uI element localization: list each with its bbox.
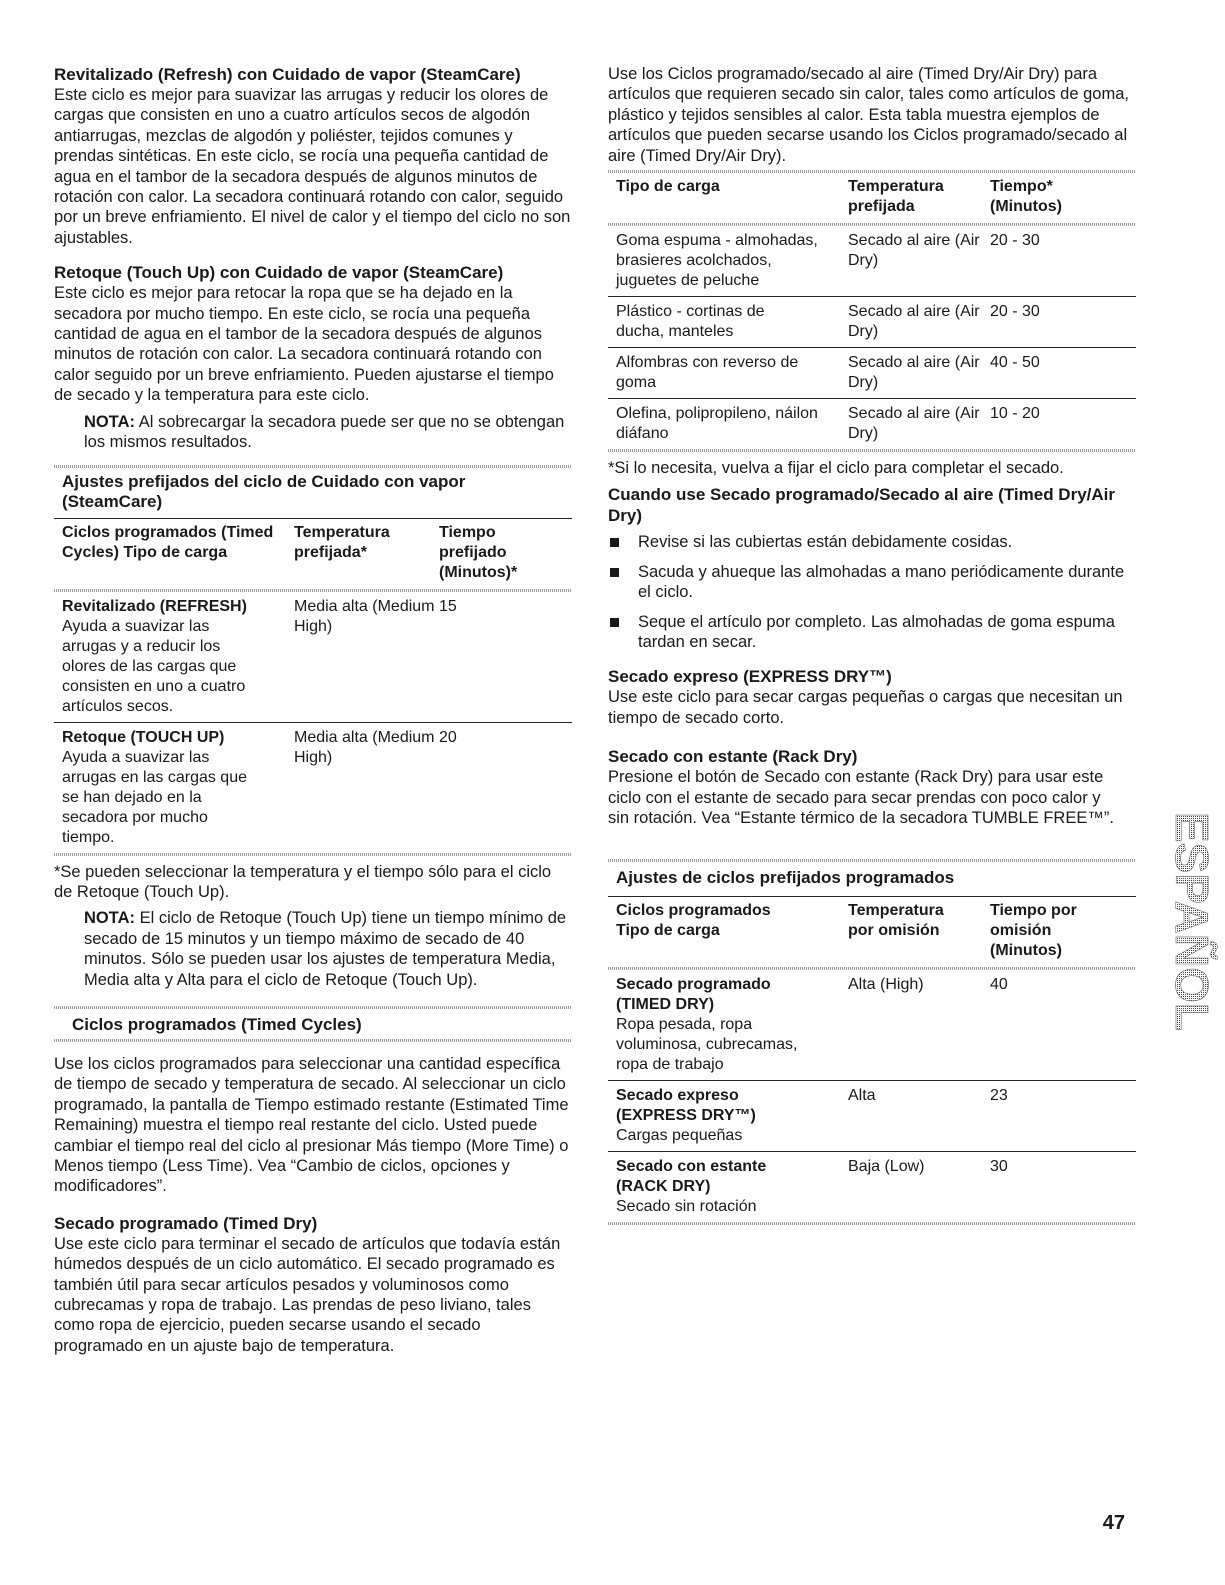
table-row — [608, 297, 1136, 347]
row-temp: Secado al aire (Air Dry) — [848, 232, 980, 270]
row-name: Retoque (TOUCH UP) — [62, 728, 225, 746]
timed-cycles-banner — [54, 1006, 572, 1042]
table-row — [608, 970, 1136, 1080]
row-temp: Media alta (Medium High) — [294, 597, 435, 635]
express-text: Use este ciclo para secar cargas pequeñas o cargas que necesitan un tiempo de secado corto. — [608, 688, 1123, 727]
refresh-text: Este ciclo es mejor para suavizar las arrugas y reducir los olores de cargas que consisten en uno a cuatro artículos secos de algodón antiarrugas, mezclas de algodón y poliéster, tejidos comunes y prendas sintéticas. En este ciclo, se rocía una pequeña cantidad de agua en el tambor de la secadora después de algunos minutos de rotación con calor. La secadora continuará rotando con calor, seguido por un breve enfriamiento. El nivel de calor y el tiempo del ciclo no son ajustables. — [54, 86, 571, 247]
express-heading: Secado expreso (EXPRESS DRY™) — [608, 667, 892, 687]
row-name: Revitalizado (REFRESH) — [62, 597, 247, 615]
preset-table-header — [608, 897, 1136, 967]
air-dry-intro: Use los Ciclos programado/secado al aire (Timed Dry/Air Dry) para artículos que requieren secado sin calor, tales como artículos de goma, plástico y tejidos sensibles al calor. Esta tabla muestra ejemplos de artículos que pueden secarse usando los Ciclos programado/secado al aire (Timed Dry/Air Dry). — [608, 65, 1129, 165]
row-desc: Cargas pequeñas — [616, 1126, 743, 1144]
row-temp: Media alta (Medium High) — [294, 728, 435, 766]
row-desc: Secado sin rotación — [616, 1197, 757, 1215]
table-row — [54, 723, 572, 853]
timed-dry-text: Use este ciclo para terminar el secado de artículos que todavía están húmedos después de un ciclo automático. El secado programado es también útil para secar artículos pesados y voluminosos como cubrecamas y ropa de trabajo. Las prendas de peso liviano, tales como ropa de ejercicio, pueden secarse usando el secado programado en un ajuste bajo de temperatura. — [54, 1234, 561, 1355]
row-time: 23 — [990, 1086, 1008, 1104]
note-overload — [84, 412, 572, 453]
table-row — [54, 592, 572, 722]
steam-table — [54, 465, 572, 856]
steam-table-title: Ajustes prefijados del ciclo de Cuidado con vapor (SteamCare) — [62, 471, 466, 511]
row-name: Secado expreso (EXPRESS DRY™) — [616, 1086, 756, 1124]
row-name: Secado programado (TIMED DRY) — [616, 975, 771, 1013]
row-time: 10 - 20 — [990, 405, 1040, 423]
table-row — [608, 348, 1136, 398]
preset-header-temp: Temperatura por omisión — [848, 901, 944, 939]
row-temp: Secado al aire (Air Dry) — [848, 405, 980, 443]
row-load: Alfombras con reverso de goma — [616, 354, 799, 392]
air-header-temp: Temperatura prefijada — [848, 178, 944, 216]
row-desc: Ayuda a suavizar las arrugas en las cargas que se han dejado en la secadora por mucho tiempo. — [62, 748, 247, 846]
row-name: Secado con estante (RACK DRY) — [616, 1157, 767, 1195]
row-temp: Baja (Low) — [848, 1157, 925, 1175]
air-table-header — [608, 173, 1136, 223]
table-row — [608, 399, 1136, 449]
steam-table-header — [54, 519, 572, 589]
air-footnote: *Si lo necesita, vuelva a fijar el ciclo para completar el secado. — [608, 459, 1064, 478]
list-item: Revise si las cubiertas están debidamente cosidas. — [608, 532, 1136, 552]
row-load: Plástico - cortinas de ducha, manteles — [616, 303, 765, 341]
list-item: Sacuda y ahueque las almohadas a mano periódicamente durante el ciclo. — [608, 562, 1136, 603]
preset-table-title: Ajustes de ciclos prefijados programados — [616, 867, 955, 887]
preset-table — [608, 859, 1136, 1225]
note-text: Al sobrecargar la secadora puede ser que no se obtengan los mismos resultados. — [84, 412, 565, 452]
air-header-load: Tipo de carga — [616, 178, 720, 196]
row-temp: Secado al aire (Air Dry) — [848, 354, 980, 392]
refresh-heading: Revitalizado (Refresh) con Cuidado de vapor (SteamCare) — [54, 65, 521, 84]
row-time: 20 - 30 — [990, 232, 1040, 250]
row-time: 40 - 50 — [990, 354, 1040, 372]
touchup-text: Este ciclo es mejor para retocar la ropa que se ha dejado en la secadora por mucho tiempo. En este ciclo, se rocía una pequeña cantidad de agua en el tambor de la secadora después de algunos minutos de rotación con calor. La secadora continuará rotando con calor seguido por un breve enfriamiento. Pueden ajustarse el tiempo de secado y la temperatura para este ciclo. — [54, 284, 554, 405]
when-heading: Cuando use Secado programado/Secado al aire (Timed Dry/Air Dry) — [608, 485, 1115, 526]
note-text: El ciclo de Retoque (Touch Up) tiene un tiempo mínimo de secado de 15 minutos y un tiempo máximo de secado de 40 minutos. Sólo se pueden usar los ajustes de temperatura Media, Media alta y Alta para el ciclo de Retoque (Touch Up). — [84, 909, 567, 989]
row-temp: Secado al aire (Air Dry) — [848, 303, 980, 341]
row-temp: Alta — [848, 1086, 876, 1104]
note-touchup — [84, 908, 572, 990]
row-time: 20 — [439, 728, 457, 746]
preset-header-cycle: Ciclos programados Tipo de carga — [616, 901, 771, 939]
note-label: NOTA: — [84, 909, 136, 928]
row-time: 15 — [439, 597, 457, 615]
row-temp: Alta (High) — [848, 975, 924, 993]
rack-text: Presione el botón de Secado con estante (Rack Dry) para usar este ciclo con el estante de secado para secar prendas con poco calor y sin rotación. Vea “Estante térmico de la secadora TUMBLE FREE™”. — [608, 768, 1114, 828]
row-time: 40 — [990, 975, 1008, 993]
steam-header-cycle: Ciclos programados (Timed Cycles) Tipo de carga — [62, 523, 274, 561]
row-load: Goma espuma - almohadas, brasieres acolchados, juguetes de peluche — [616, 232, 818, 290]
steam-header-time: Tiempo prefijado (Minutos)* — [439, 523, 518, 581]
rack-heading: Secado con estante (Rack Dry) — [608, 747, 858, 767]
timed-cycles-text: Use los ciclos programados para seleccionar una cantidad específica de tiempo de secado y temperatura de secado. Al seleccionar un ciclo programado, la pantalla de Tiempo estimado restante (Estimated Time Remaining) muestra el tiempo real restante del ciclo. Usted puede cambiar el tiempo real del ciclo al presionar Más tiempo (More Time) o Menos tiempo (Less Time). Vea “Cambio de ciclos, opciones y modificadores”. — [54, 1054, 569, 1196]
air-header-time: Tiempo* (Minutos) — [990, 178, 1062, 216]
row-time: 20 - 30 — [990, 303, 1040, 321]
row-desc: Ropa pesada, ropa voluminosa, cubrecamas, ropa de trabajo — [616, 1015, 798, 1073]
row-time: 30 — [990, 1157, 1008, 1175]
preset-header-time: Tiempo por omisión (Minutos) — [990, 901, 1077, 959]
row-desc: Ayuda a suavizar las arrugas y a reducir los olores de las cargas que consisten en uno a cuatro artículos secos. — [62, 617, 246, 715]
air-dry-table — [608, 170, 1136, 452]
steam-footnote: *Se pueden seleccionar la temperatura y el tiempo sólo para el ciclo de Retoque (Touch Up). — [54, 862, 552, 901]
side-tab-label: ESPAÑOL — [1166, 812, 1218, 1031]
page-number: 47 — [1102, 1512, 1125, 1534]
timed-cycles-title: Ciclos programados (Timed Cycles) — [72, 1014, 362, 1034]
note-label: NOTA: — [84, 412, 136, 431]
table-row — [608, 1081, 1136, 1151]
row-load: Olefina, polipropileno, náilon diáfano — [616, 405, 818, 443]
list-item: Seque el artículo por completo. Las almohadas de goma espuma tardan en secar. — [608, 612, 1136, 653]
timed-dry-heading: Secado programado (Timed Dry) — [54, 1213, 318, 1233]
table-row — [608, 226, 1136, 296]
language-side-tab — [1142, 812, 1218, 1062]
table-row — [608, 1152, 1136, 1222]
steam-header-temp: Temperatura prefijada* — [294, 523, 390, 561]
touchup-heading: Retoque (Touch Up) con Cuidado de vapor (SteamCare) — [54, 263, 504, 283]
left-column — [54, 64, 572, 1356]
right-column — [608, 64, 1136, 1225]
tips-list — [608, 532, 1136, 652]
